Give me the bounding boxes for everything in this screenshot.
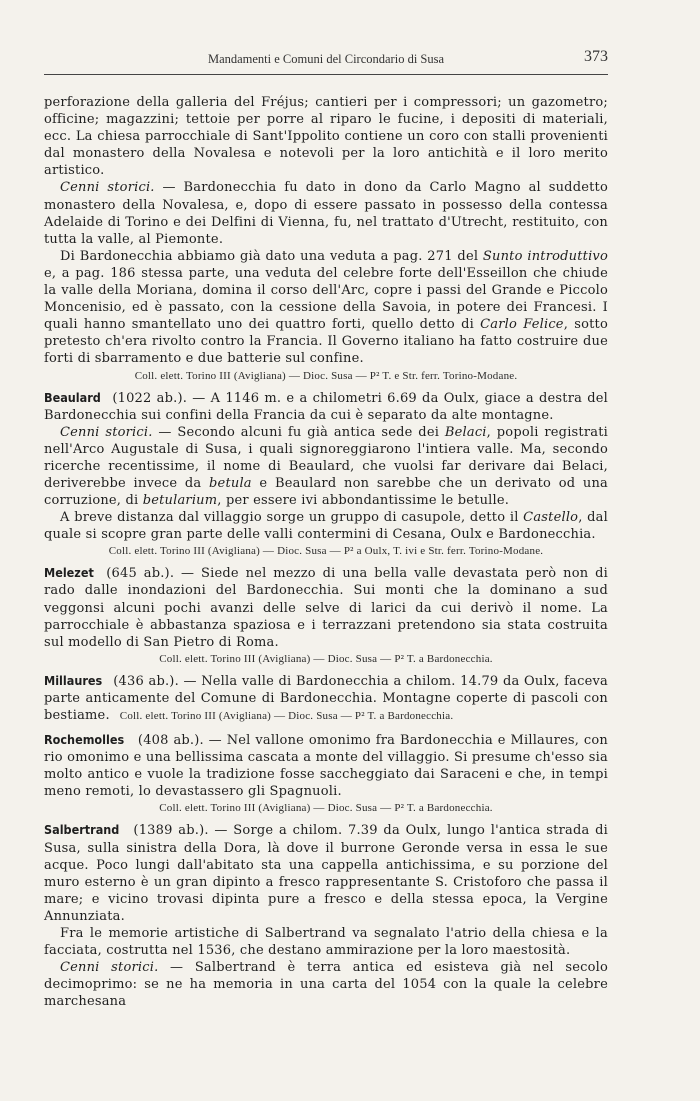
- paragraph-text: — Bardonecchia fu dato in dono da Carlo Magno al suddetto monastero della Novalesa, e, dopo di essere passato in possesso della contessa Adelaide di Torino e dei Delfini di Vienna, fu, nel trattato d'Utrecht, restituito, con tutta la valle, al Piemonte.: [44, 180, 608, 247]
- entry-melezet: [44, 564, 608, 650]
- paragraph-veduta: [44, 248, 608, 368]
- paragraph-fréjus: perforazione della galleria del Fréjus; cantieri per i compressori; un gazometro; officine; magazzini; tettoie per porre al riparo le fucine, i depositi di materiali, ecc. La chiesa parrocchiale di Sant'Ippolito contiene un coro con stalli provenienti dal monastero della Novalesa e notevoli per la loro antichità e il loro merito artistico.: [44, 95, 608, 179]
- italic-run: betula: [209, 475, 252, 491]
- entry-text: (436 ab.). — Nella valle di Bardonecchia a chilom. 14.79 da Oulx, faceva parte anticamente del Comune di Bardonecchia. Montagne coperte di pascoli con bestiame.: [44, 673, 608, 723]
- electoral-note: Coll. elett. Torino III (Avigliana) — Dioc. Susa — P² T. a Bardonecchia.: [119, 710, 454, 722]
- paragraph-cenni-storici-bardonecchia: [44, 179, 608, 247]
- text-run: , per essere ivi abbondantissime le betulle.: [217, 493, 510, 509]
- paragraph-memorie-artistiche: Fra le memorie artistiche di Salbertrand va segnalato l'atrio della chiesa e la facciata, costrutta nel 1536, che destano ammirazione per la loro maestosità.: [44, 926, 608, 959]
- text-run: — Secondo alcuni fu già antica sede dei: [152, 424, 445, 440]
- section-label: Cenni storici.: [60, 424, 153, 440]
- body-text: [44, 94, 608, 1011]
- text-run: e, a pag. 186 stessa parte, una veduta del celebre forte dell'Esseillon che chiude la valle della Moriana, domina il corso dell'Arc, copre i passi del Grande e Piccolo Moncenisio, ed è passato, con la cessione della Savoia, in potere dei Francesi. I quali hanno smantellato uno dei quattro forti, quello detto di: [44, 265, 608, 333]
- entry-millaures: [44, 672, 608, 725]
- text-run: , popoli registrati nell'Arco Augustale di Susa, i quali signoreggiarono l'intiera valle. Ma, secondo ricerche recentissime, il nome di Beaulard, che vuolsi far derivare dai Belaci, deriverebbe invece da: [44, 424, 608, 491]
- header-rule: [44, 74, 608, 75]
- entry-headword: Millaures: [44, 672, 103, 688]
- italic-run: Carlo Felice: [480, 317, 564, 333]
- italic-run: Castello: [523, 510, 579, 526]
- paragraph-text: — Salbertrand è terra antica ed esisteva già nel secolo decimoprimo: se ne ha memoria in una carta del 1054 con la quale la celebre marchesana: [44, 960, 608, 1010]
- italic-run: Sunto introduttivo: [482, 248, 609, 264]
- section-label: Cenni storici.: [60, 960, 159, 976]
- italic-run: Belaci: [444, 424, 487, 440]
- electoral-note: Coll. elett. Torino III (Avigliana) — Dioc. Susa — P² T. a Bardonecchia.: [159, 802, 493, 815]
- text-run: , dal quale si scopre gran parte delle valli contermini di Cesana, Oulx e Bardonecchia.: [44, 510, 608, 543]
- electoral-note: Coll. elett. Torino III (Avigliana) — Dioc. Susa — P² T. e Str. ferr. Torino-Modane.: [134, 369, 518, 382]
- page-number: 373: [584, 48, 608, 65]
- entry-salbertrand: [44, 821, 608, 925]
- entry-headword: Rochemolles: [44, 732, 125, 748]
- entry-text: (645 ab.). — Siede nel mezzo di una bella valle devastata però non di rado dalle inondazioni del Bardonecchia. Sui monti che la dominano a sud veggonsi alcuni pochi avanzi delle selve di larici da cui derivò il nome. La parrocchiale è abbastanza spaziosa e i terrazzani pretendono sia stata costruita sul modello di San Pietro di Roma.: [44, 566, 608, 650]
- entry-text: (408 ab.). — Nel vallone omonimo fra Bardonecchia e Millaures, con rio omonimo e una bellissima cascata a monte del villaggio. Si presume ch'esso sia molto antico e vuole la tradizione fosse saccheggiato dai Saraceni e che, in tempi meno remoti, lo devastassero gli Spagnuoli.: [44, 733, 608, 800]
- text-run: Di Bardonecchia abbiamo già dato una veduta a pag. 271 del: [60, 248, 483, 264]
- entry-beaulard: [44, 389, 608, 424]
- text-run: e Beaulard non sarebbe che un derivato od una corruzione, di: [44, 475, 608, 509]
- entry-text: (1022 ab.). — A 1146 m. e a chilometri 6.69 da Oulx, giace a destra del Bardonecchia sui confini della Francia da cui è separato da alte montagne.: [44, 390, 608, 423]
- entry-text: (1389 ab.). — Sorge a chilom. 7.39 da Oulx, lungo l'antica strada di Susa, sulla sinistra della Dora, là dove il burrone Geronde versa in essa le sue acque. Poco lungi dall'abitato sta una cappella antichissima, e su porzione del muro esterno è un gran dipinto a fresco rappresentante S. Cristoforo che passa il mare; e vicino trovasi dipinta pure a fresco e della stessa epoca, la Vergine Annunziata.: [44, 823, 608, 924]
- electoral-note: Coll. elett. Torino III (Avigliana) — Dioc. Susa — P² T. a Bardonecchia.: [159, 652, 493, 665]
- entry-headword: Beaulard: [44, 389, 101, 405]
- text-run: A breve distanza dal villaggio sorge un gruppo di casupole, detto il: [60, 510, 524, 526]
- entry-rochemolles: [44, 731, 608, 800]
- running-header: Mandamenti e Comuni del Circondario di Susa: [207, 52, 445, 66]
- text-run: , sotto pretesto ch'era rivolto contro la Francia. Il Governo italiano ha fatto costruire due forti di sbarramento e due batterie sul confine.: [44, 317, 608, 367]
- paragraph-castello: [44, 509, 608, 543]
- italic-run: betularium: [142, 493, 218, 509]
- section-label: Cenni storici.: [60, 180, 155, 196]
- electoral-note: Coll. elett. Torino III (Avigliana) — Dioc. Susa — P² a Oulx, T. ivi e Str. ferr. Torino-Modane.: [108, 545, 544, 558]
- paragraph-cenni-storici-salbertrand: [44, 959, 608, 1010]
- paragraph-cenni-storici-beaulard: [44, 424, 608, 509]
- entry-headword: Melezet: [44, 565, 94, 581]
- entry-headword: Salbertrand: [44, 822, 120, 838]
